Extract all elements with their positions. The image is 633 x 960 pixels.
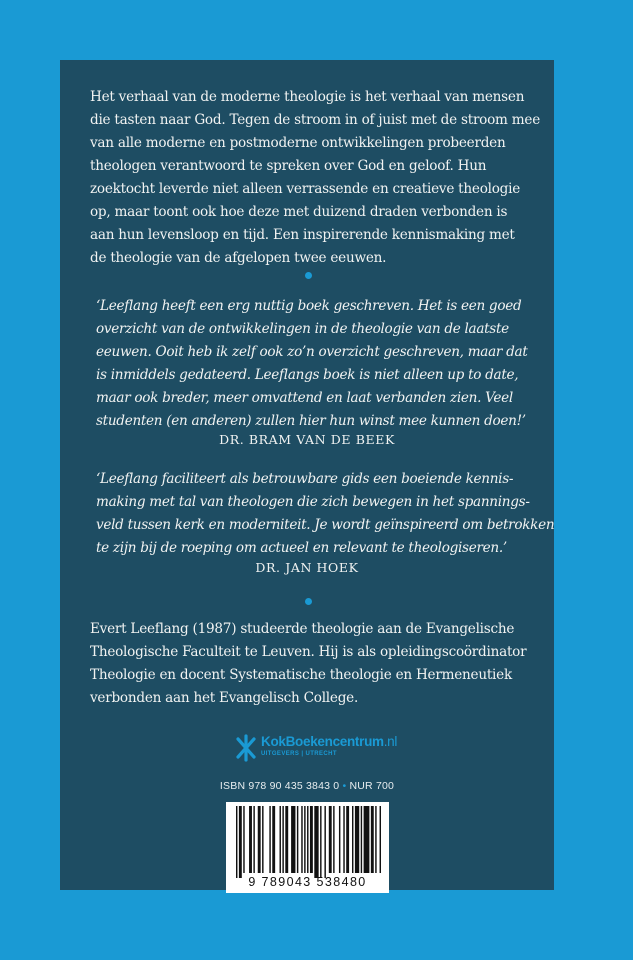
barcode-bar <box>282 806 283 873</box>
barcode-bar <box>307 806 308 873</box>
barcode-bar <box>352 806 353 873</box>
separator-dot <box>305 272 312 279</box>
isbn-line <box>60 780 554 792</box>
quote-line: maar ook breder, meer omvattend en laat verbanden zien. Veel <box>96 390 513 406</box>
quote-bram-van-de-beek <box>96 295 526 433</box>
blurb-line: op, maar toont ook hoe deze met duizend draden verbonden is <box>90 204 508 220</box>
barcode-bar <box>371 806 374 873</box>
barcode-bar <box>291 806 295 873</box>
barcode-bar <box>285 806 288 873</box>
barcode-bar <box>243 806 244 873</box>
barcode-bar <box>339 806 340 873</box>
barcode-bar <box>380 806 381 873</box>
quote-line: te zijn bij de roeping om actueel en relevant te theologiseren.’ <box>96 540 507 556</box>
isbn-separator: • <box>342 780 347 792</box>
quote-jan-hoek <box>96 468 555 560</box>
barcode-bar <box>333 806 334 873</box>
bio-line: Theologische Faculteit te Leuven. Hij is als opleidingscoördinator <box>90 644 527 660</box>
author-bio <box>90 618 530 710</box>
barcode-bar <box>297 806 298 873</box>
barcode-bar <box>361 806 362 873</box>
nur-code: NUR 700 <box>349 780 395 792</box>
bio-line: Evert Leeflang (1987) studeerde theologie aan de Evangelische <box>90 621 515 637</box>
quote-line: overzicht van de ontwikkelingen in de theologie van de laatste <box>96 321 509 337</box>
barcode-bar <box>320 806 321 878</box>
barcode-bar <box>280 806 281 873</box>
barcode-number: 9 789043 538480 <box>248 875 367 889</box>
publisher-name <box>261 734 397 749</box>
barcode-bar <box>239 806 242 878</box>
barcode-bar <box>314 806 318 878</box>
blurb-paragraph <box>90 86 540 270</box>
quote-line: veld tussen kerk en moderniteit. Je wordt geïnspireerd om betrokken <box>96 517 555 533</box>
isbn-number: ISBN 978 90 435 3843 0 <box>219 780 340 792</box>
quote-line: making met tal van theologen die zich bewegen in het spannings- <box>96 494 530 510</box>
blurb-line: Het verhaal van de moderne theologie is het verhaal van mensen <box>90 89 525 105</box>
barcode-bar <box>310 806 313 873</box>
blurb-line: de theologie van de afgelopen twee eeuwen. <box>90 250 387 266</box>
publisher-name-domain: .nl <box>383 734 398 749</box>
barcode-bar <box>272 806 275 873</box>
quote-line: eeuwen. Ooit heb ik zelf ook zo’n overzicht geschreven, maar dat <box>96 344 528 360</box>
barcode-bar <box>253 806 254 873</box>
quote-author-jan-hoek: DR. JAN HOEK <box>255 560 359 575</box>
blurb-line: aan hun levensloop en tijd. Een inspirerende kennismaking met <box>90 227 515 243</box>
quote-line: is inmiddels gedateerd. Leeflangs boek is niet alleen up to date, <box>96 367 519 383</box>
barcode-bar <box>262 806 263 873</box>
blurb-line: van alle moderne en postmoderne ontwikkelingen probeerden <box>90 135 506 151</box>
publisher-logo-icon <box>234 734 258 762</box>
quote-line: studenten (en anderen) zullen hier hun winst mee kunnen doen!’ <box>96 413 526 429</box>
separator-dot <box>305 598 312 605</box>
publisher-logo <box>234 732 434 766</box>
barcode-bar <box>301 806 302 873</box>
blurb-line: theologen verantwoord te spreken over God en geloof. Hun <box>90 158 487 174</box>
blurb-line: die tasten naar God. Tegen de stroom in of juist met de stroom mee <box>90 112 540 128</box>
barcode-bar <box>249 806 252 873</box>
barcode-bar <box>236 806 237 878</box>
barcode-bar <box>269 806 270 873</box>
barcode-bar <box>329 806 332 873</box>
barcode-bar <box>304 806 305 873</box>
back-cover-panel <box>60 60 554 890</box>
publisher-subtitle: UITGEVERS | UTRECHT <box>261 751 337 757</box>
barcode-bar <box>346 806 349 873</box>
barcode-bar <box>258 806 261 873</box>
quote-author-bram-van-de-beek: DR. BRAM VAN DE BEEK <box>219 432 395 447</box>
barcode-bar <box>343 806 344 873</box>
blurb-line: zoektocht leverde niet alleen verrassende en creatieve theologie <box>90 181 521 197</box>
barcode <box>226 802 389 893</box>
publisher-name-main: KokBoekencentrum <box>261 734 384 749</box>
bio-line: Theologie en docent Systematische theologie en Hermeneutiek <box>90 667 512 683</box>
quote-line: ‘Leeflang heeft een erg nuttig boek geschreven. Het is een goed <box>96 298 522 314</box>
barcode-bar <box>364 806 370 873</box>
barcode-bar <box>375 806 376 873</box>
quote-line: ‘Leeflang faciliteert als betrouwbare gids een boeiende kennis- <box>96 471 514 487</box>
barcode-bar <box>355 806 359 873</box>
barcode-bar <box>324 806 325 878</box>
bio-line: verbonden aan het Evangelisch College. <box>90 690 359 706</box>
